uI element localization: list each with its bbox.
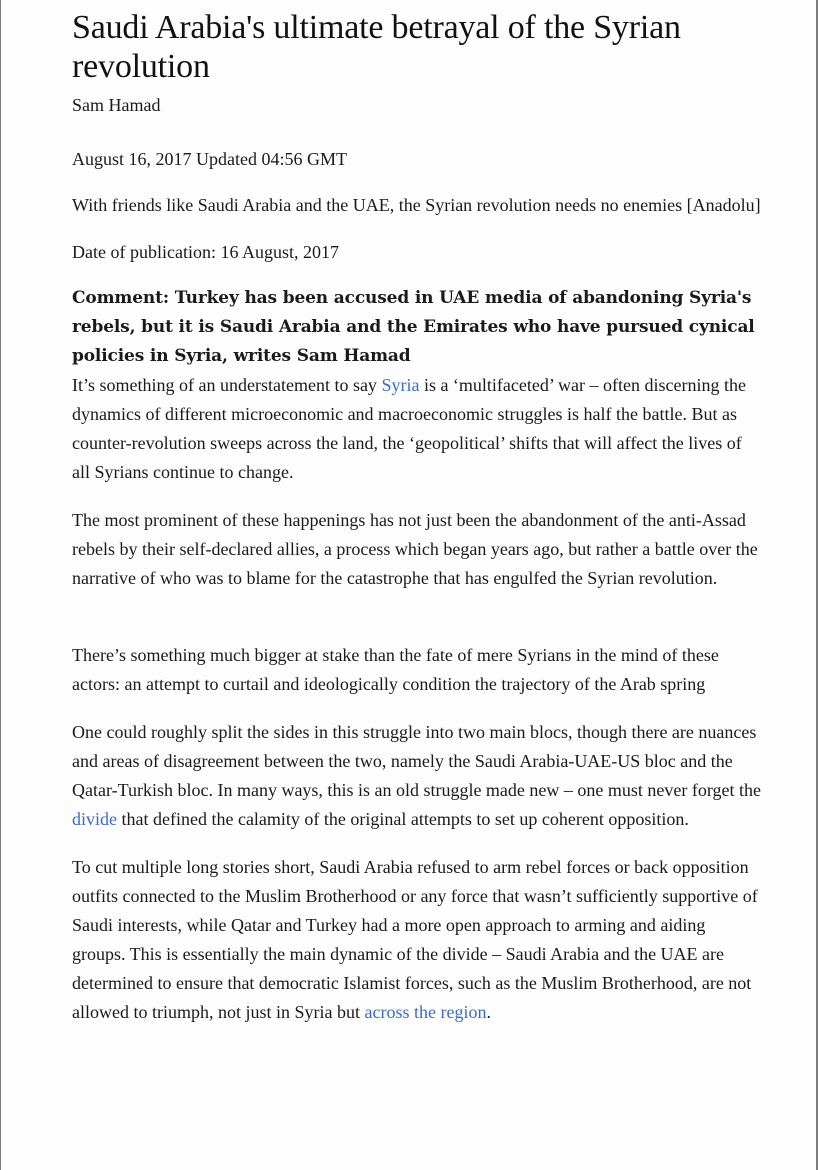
article-standfirst: Comment: Turkey has been accused in UAE media of abandoning Syria's rebels, but it is Saudi Arabia and the Emirates who have pursued cynical policies in Syria, writes Sam Hamad bbox=[72, 288, 755, 366]
page bbox=[1, 0, 816, 1170]
author-byline: Sam Hamad bbox=[72, 95, 161, 115]
body-paragraph-4 bbox=[72, 718, 762, 834]
article bbox=[72, 0, 762, 1027]
article-title: Saudi Arabia's ultimate betrayal of the Syrian revolution bbox=[72, 9, 681, 85]
article-dateline: August 16, 2017 Updated 04:56 GMT bbox=[72, 149, 347, 169]
paragraph-text: One could roughly split the sides in this struggle into two main blocs, though there are nuances and areas of disagreement between the two, namely the Saudi Arabia-UAE-US bloc and the Qatar-Turkish bloc. In many ways, this is an old struggle made new – one must never forget the bbox=[72, 722, 762, 800]
syria-link[interactable]: Syria bbox=[381, 375, 420, 395]
publication-date: Date of publication: 16 August, 2017 bbox=[72, 242, 339, 262]
across-the-region-link[interactable]: across the region bbox=[364, 1002, 487, 1022]
paragraph-text: that defined the calamity of the original attempts to set up coherent opposition. bbox=[117, 809, 689, 829]
body-paragraph-3: There’s something much bigger at stake than the fate of mere Syrians in the mind of these actors: an attempt to curtail and ideologically condition the trajectory of the Arab spring bbox=[72, 645, 719, 694]
body-paragraph-2: The most prominent of these happenings has not just been the abandonment of the anti-Assad rebels by their self-declared allies, a process which began years ago, but rather a battle over the narrative of who was to blame for the catastrophe that has engulfed the Syrian revolution. bbox=[72, 510, 758, 588]
body-paragraph-5 bbox=[72, 853, 762, 1027]
divide-link[interactable]: divide bbox=[72, 809, 117, 829]
paragraph-text: . bbox=[486, 1002, 491, 1022]
paragraph-text: is a ‘multifaceted’ war – often discerning the dynamics of different microeconomic and macroeconomic struggles is half the battle. But as counter-revolution sweeps across the land, the ‘geopolitical’ shifts that will affect the lives of all Syrians continue to change. bbox=[72, 375, 746, 482]
paragraph-text: To cut multiple long stories short, Saudi Arabia refused to arm rebel forces or back opposition outfits connected to the Muslim Brotherhood or any force that wasn’t sufficiently supportive of Saudi interests, while Qatar and Turkey had a more open approach to arming and aiding groups. This is essentially the main dynamic of the divide – Saudi Arabia and the UAE are determined to ensure that democratic Islamist forces, such as the Muslim Brotherhood, are not allowed to triumph, not just in Syria but bbox=[72, 857, 758, 1022]
paragraph-text: It’s something of an understatement to say bbox=[72, 375, 382, 395]
body-paragraph-1 bbox=[72, 371, 762, 487]
image-caption: With friends like Saudi Arabia and the UAE, the Syrian revolution needs no enemies [Anadolu] bbox=[72, 195, 761, 215]
